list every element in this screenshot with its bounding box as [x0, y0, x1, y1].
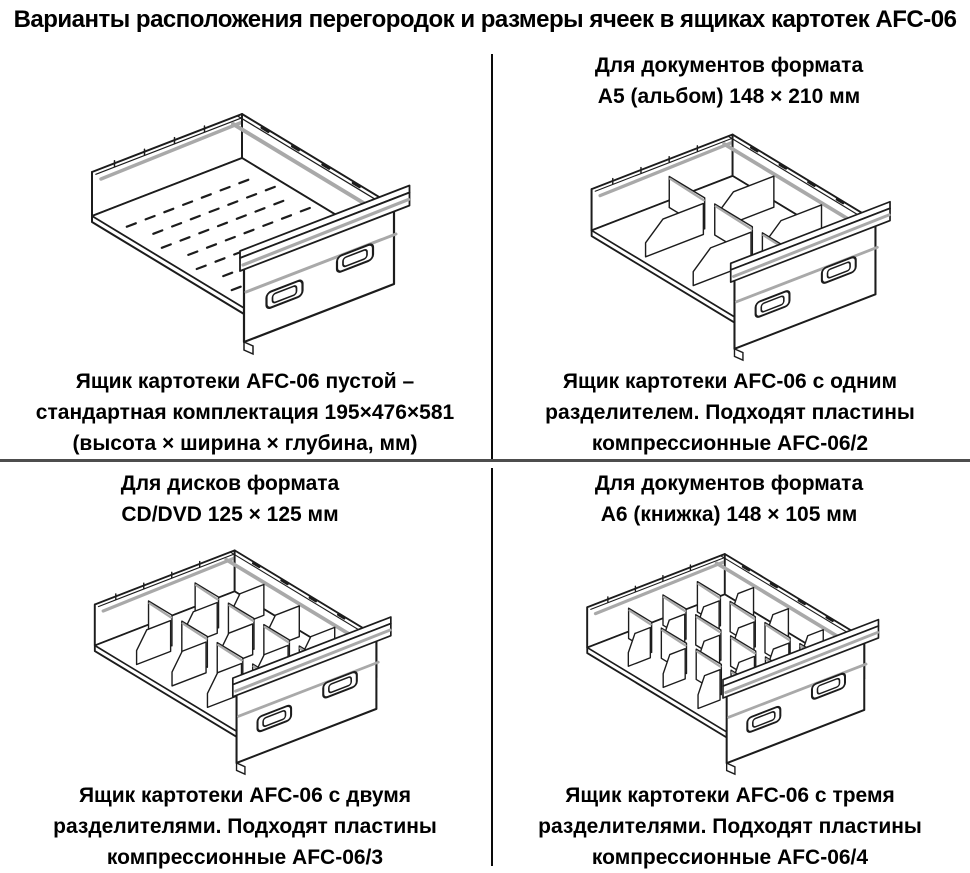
format-header-line: Для документов формата	[594, 472, 864, 495]
caption-line: Ящик картотеки AFC-06 с тремя	[565, 784, 895, 807]
format-header-a6	[494, 468, 964, 530]
caption-line: Ящик картотеки AFC-06 с двумя	[78, 784, 412, 807]
drawer-drawing-one-divider	[530, 112, 954, 362]
caption-line: Ящик картотеки AFC-06 с одним	[562, 370, 898, 393]
caption-line: компрессионные AFC-06/3	[106, 846, 384, 869]
format-header-line: CD/DVD 125 × 125 мм	[121, 503, 339, 526]
drawer-drawing-empty	[42, 86, 462, 360]
caption-line: разделителями. Подходят пластины	[53, 815, 437, 838]
drawer-caption-one-divider	[494, 366, 966, 459]
horizontal-divider-line	[0, 459, 970, 462]
drawer-caption-empty	[0, 366, 490, 459]
format-header-cd-dvd	[4, 468, 456, 530]
drawer-drawing-three-dividers	[522, 532, 946, 776]
vertical-divider-line-top	[491, 54, 493, 459]
caption-line: разделителем. Подходят пластины	[545, 401, 915, 424]
format-header-line: А5 (альбом) 148 × 210 мм	[597, 85, 861, 108]
vertical-divider-line-bottom	[491, 468, 493, 866]
format-header-line: А6 (книжка) 148 × 105 мм	[600, 503, 858, 526]
page-title: Варианты расположения перегородок и размеры ячеек в ящиках картотек AFC-06	[13, 6, 957, 33]
caption-line: (высота × ширина × глубина, мм)	[72, 432, 418, 455]
drawer-drawing-two-dividers	[32, 528, 456, 776]
drawer-caption-two-dividers	[0, 780, 490, 873]
caption-line: компрессионные AFC-06/4	[591, 846, 869, 869]
drawer-caption-three-dividers	[494, 780, 966, 873]
format-header-a5	[494, 50, 964, 112]
caption-line: Ящик картотеки AFC-06 пустой –	[75, 370, 415, 393]
caption-line: компрессионные AFC-06/2	[591, 432, 869, 455]
caption-line: разделителями. Подходят пластины	[538, 815, 922, 838]
format-header-line: Для документов формата	[594, 54, 864, 77]
caption-line: стандартная комплектация 195×476×581	[35, 401, 455, 424]
format-header-line: Для дисков формата	[120, 472, 340, 495]
